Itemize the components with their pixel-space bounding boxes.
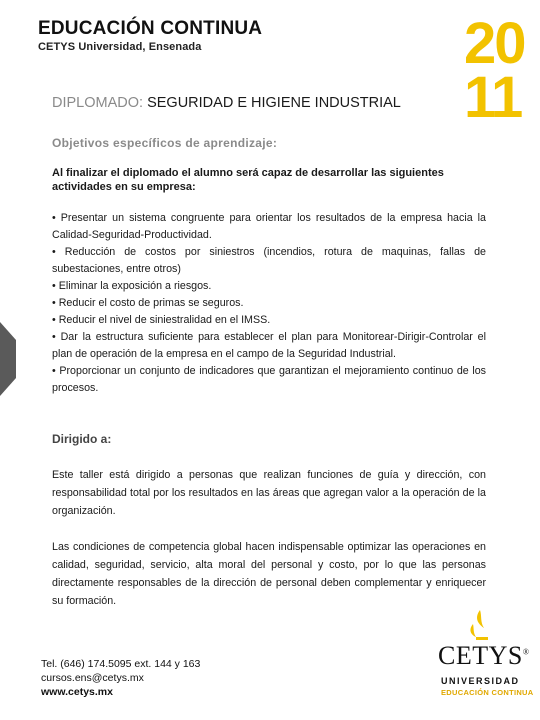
logo-wordmark <box>438 641 529 671</box>
list-item: • Eliminar la exposición a riesgos. <box>52 280 212 292</box>
logo-university: UNIVERSIDAD <box>441 676 520 686</box>
list-item: • Presentar un sistema congruente para orientar los resultados de la empresa hacia la Calidad-Seguridad-Productividad. <box>52 212 486 241</box>
contact-phone: Tel. (646) 174.5095 ext. 144 y 163 <box>41 658 201 670</box>
year-badge <box>464 11 525 130</box>
logo-tagline: EDUCACIÓN CONTINUA <box>441 688 534 697</box>
audience-heading: Dirigido a: <box>52 432 112 446</box>
list-item: • Reducir el costo de primas se seguros. <box>52 297 244 309</box>
logo-wordmark-text: CETYS <box>438 641 523 670</box>
contact-email[interactable]: cursos.ens@cetys.mx <box>41 672 144 684</box>
brand-subtitle: CETYS Universidad, Ensenada <box>38 41 202 53</box>
list-item: • Proporcionar un conjunto de indicadores que garantizan el mejoramiento continuo de los procesos. <box>52 365 486 394</box>
objectives-list <box>52 210 486 397</box>
contact-website[interactable]: www.cetys.mx <box>41 686 113 698</box>
year-bottom: 11 <box>464 65 522 130</box>
list-item: • Reducción de costos por siniestros (incendios, rotura de maquinas, fallas de subestaciones, entre otros) <box>52 246 486 275</box>
objectives-heading: Objetivos específicos de aprendizaje: <box>52 136 278 150</box>
program-prefix: DIPLOMADO: <box>52 95 148 111</box>
brand-title: EDUCACIÓN CONTINUA <box>38 18 263 39</box>
side-tab-decoration <box>0 322 24 396</box>
list-item: • Dar la estructura suficiente para establecer el plan para Monitorear-Dirigir-Controlar el plan de operación de la empresa en el campo de la Seguridad Industrial. <box>52 331 486 360</box>
contact-block <box>41 657 200 699</box>
registered-mark: ® <box>522 647 530 657</box>
audience-paragraph-1: Este taller está dirigido a personas que realizan funciones de guía y dirección, con responsabilidad total por los resultados en las áreas que agregan valor a la operación de la organización. <box>52 469 486 517</box>
objectives-intro: Al finalizar el diplomado el alumno será capaz de desarrollar las siguientes actividades en su empresa: <box>52 167 444 193</box>
year-top: 20 <box>464 11 525 76</box>
list-item: • Reducir el nivel de siniestralidad en el IMSS. <box>52 314 271 326</box>
program-title <box>52 95 401 111</box>
program-name: SEGURIDAD E HIGIENE INDUSTRIAL <box>147 95 401 111</box>
audience-paragraph-2: Las condiciones de competencia global hacen indispensable optimizar las operaciones en calidad, seguridad, servicio, alta moral del personal y costo, por lo que las personas directamente responsables de la dirección de personal deben complementar y enriquecer su formación. <box>52 541 486 607</box>
